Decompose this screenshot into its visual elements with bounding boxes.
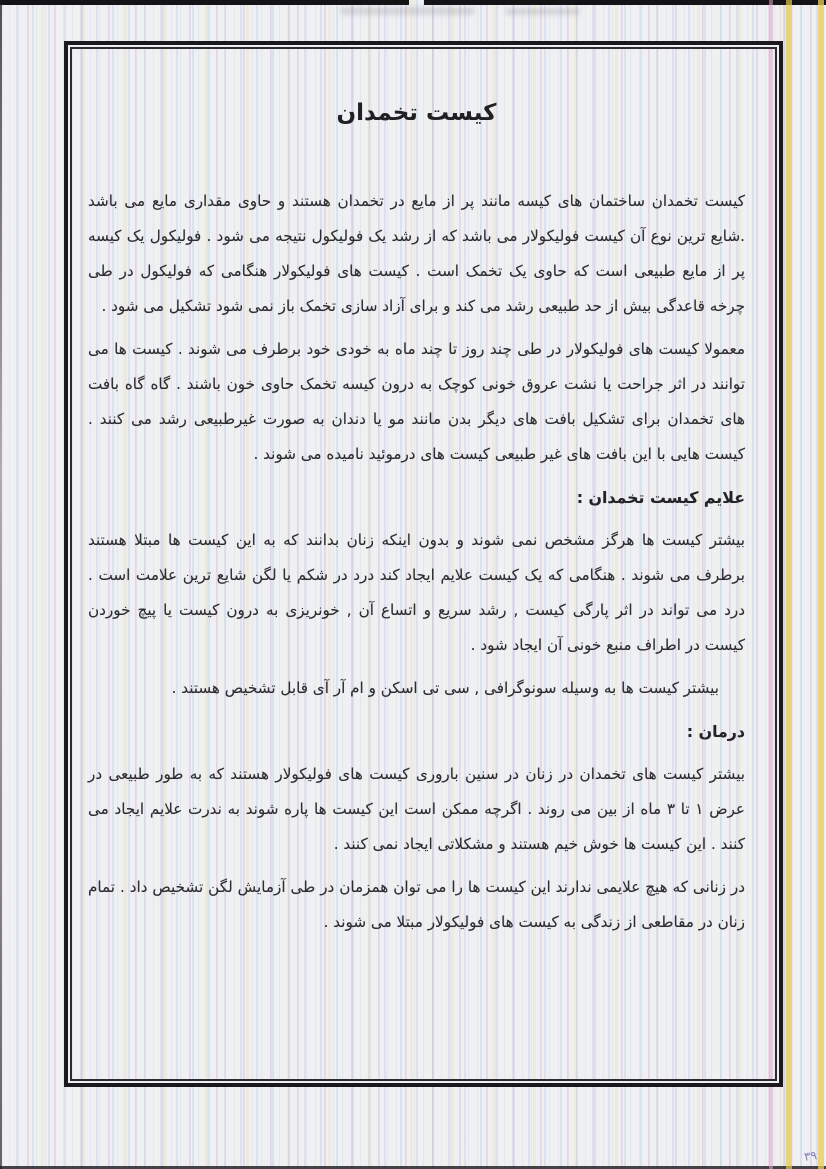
section-heading-treatment: درمان :: [686, 722, 745, 741]
page-border-frame: [64, 41, 783, 1087]
paragraph-intro: کیست تخمدان ساختمان های کیسه مانند پر از مایع در تخمدان هستند و حاوی مقداری مایع می باشد .شایع ترین نوع آن کیست فولیکولار می باشد که از رشد یک فولیکول نتیجه می شود . فولیکول یک کیسه پر از مایع طبیعی است که حاوی یک تخمک است . کیست های فولیکولار هنگامی که فولیکول در طی چرخه قاعدگی بیش از حد طبیعی رشد می کند و برای آزاد سازی تخمک باز نمی شود تشکیل می شود .: [88, 192, 745, 315]
bleed-through-mark: [505, 8, 580, 15]
section-heading-symptoms: علایم کیست تخمدان :: [576, 488, 745, 507]
bleed-through-mark: [340, 7, 475, 15]
paragraph-diagnosis: بیشتر کیست ها به وسیله سونوگرافی , سی تی اسکن و ام آر آی قابل تشخیص هستند .: [171, 679, 719, 697]
paragraph-follicular: معمولا کیست های فولیکولار در طی چند روز تا چند ماه به خودی خود برطرف می شوند . کیست ها می توانند در اثر جراحت یا نشت عروق خونی کوچک به درون کیسه تخمک حاوی خون باشند . گاه گاه بافت های تخمدان برای تشکیل بافت های دیگر بدن مانند مو یا دندان به صورت غیرطبیعی رشد می کنند . کیست هایی با این بافت های غیر طبیعی کیست های درموئید نامیده می شوند .: [88, 340, 745, 463]
paragraph-no-symptoms: در زنانی که هیچ علایمی ندارند این کیست ها را می توان همزمان در طی آزمایش لگن تشخیص داد . تمام زنان در مقاطعی از زندگی به کیست های فولیکولار مبتلا می شوند .: [88, 878, 745, 931]
paragraph-symptoms: بیشتر کیست ها هرگز مشخص نمی شوند و بدون اینکه زنان بدانند که به این کیست ها مبتلا هستند برطرف می شوند . هنگامی که یک کیست علایم ایجاد کند درد در شکم یا لگن شایع ترین علامت است . درد می تواند در اثر پارگی کیست , رشد سریع و اتساع آن , خونریزی به درون کیست یا پیچ خوردن کیست در اطراف منبع خونی آن ایجاد شود .: [88, 531, 745, 654]
paragraph-treatment: بیشتر کیست های تخمدان در زنان در سنین باروری کیست های فولیکولار هستند که به طور طبیعی در عرض ۱ تا ۳ ماه از بین می روند . اگرچه ممکن است این کیست ها پاره شوند به ندرت علایم ایجاد می کنند . این کیست ها خوش خیم هستند و مشکلاتی ایجاد نمی کنند .: [88, 765, 745, 853]
accent-stripe-yellow: [786, 0, 792, 1169]
page-content: [68, 45, 779, 1083]
accent-stripe-yellow-edge: [818, 0, 824, 1169]
scan-edge-top-right: [424, 0, 826, 5]
scan-edge-left: [0, 0, 2, 1169]
scan-edge-top-left: [0, 0, 409, 5]
page-title: کیست تخمدان: [336, 100, 497, 126]
handwritten-page-number: ۳۹: [803, 1148, 818, 1164]
